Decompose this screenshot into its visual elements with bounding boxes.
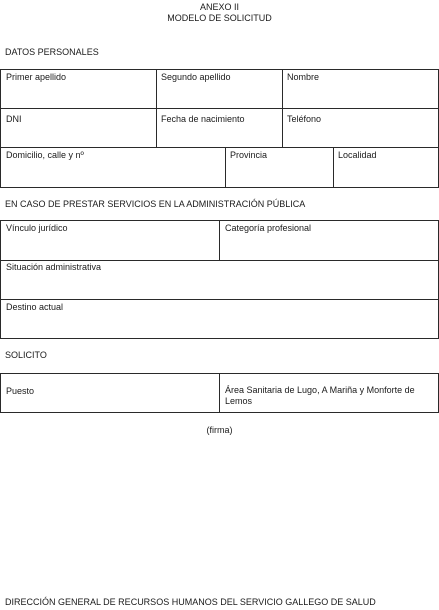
first-surname-label: Primer apellido bbox=[6, 72, 67, 82]
administrative-status-label: Situación administrativa bbox=[6, 262, 102, 272]
phone-label: Teléfono bbox=[287, 114, 322, 124]
annex-title: ANEXO II bbox=[199, 2, 239, 12]
public-service-heading: EN CASO DE PRESTAR SERVICIOS EN LA ADMINISTRACIÓN PÚBLICA bbox=[5, 199, 306, 209]
dni-label: DNI bbox=[6, 114, 22, 124]
birth-date-label: Fecha de nacimiento bbox=[161, 114, 245, 124]
professional-category-label: Categoría profesional bbox=[225, 223, 312, 233]
name-label: Nombre bbox=[287, 72, 320, 82]
divider bbox=[333, 148, 334, 187]
row-current-post bbox=[0, 299, 439, 339]
health-area-label: Área Sanitaria de Lugo, A Mariña y Monforte de Lemos bbox=[225, 385, 415, 406]
footer-recipient: DIRECCIÓN GENERAL DE RECURSOS HUMANOS DEL SERVICIO GALLEGO DE SALUD bbox=[5, 597, 376, 607]
divider bbox=[219, 221, 220, 260]
position-label: Puesto bbox=[6, 386, 35, 396]
request-heading: SOLICITO bbox=[5, 350, 47, 360]
signature-label: (firma) bbox=[206, 425, 233, 435]
personal-data-heading: DATOS PERSONALES bbox=[5, 47, 99, 57]
form-title: MODELO DE SOLICITUD bbox=[167, 13, 272, 23]
divider bbox=[282, 109, 283, 147]
row-administrative-status bbox=[0, 260, 439, 300]
address-label: Domicilio, calle y nº bbox=[6, 150, 84, 160]
legal-link-label: Vínculo jurídico bbox=[6, 223, 68, 233]
divider bbox=[225, 148, 226, 187]
current-post-label: Destino actual bbox=[6, 302, 64, 312]
divider bbox=[156, 109, 157, 147]
divider bbox=[156, 70, 157, 108]
row-dni-birth-phone bbox=[0, 108, 439, 148]
row-request bbox=[0, 373, 439, 413]
divider bbox=[219, 374, 220, 412]
row-address bbox=[0, 147, 439, 188]
province-label: Provincia bbox=[230, 150, 268, 160]
locality-label: Localidad bbox=[338, 150, 377, 160]
row-legal-category bbox=[0, 220, 439, 261]
row-surnames-name bbox=[0, 69, 439, 109]
second-surname-label: Segundo apellido bbox=[161, 72, 231, 82]
divider bbox=[282, 70, 283, 108]
